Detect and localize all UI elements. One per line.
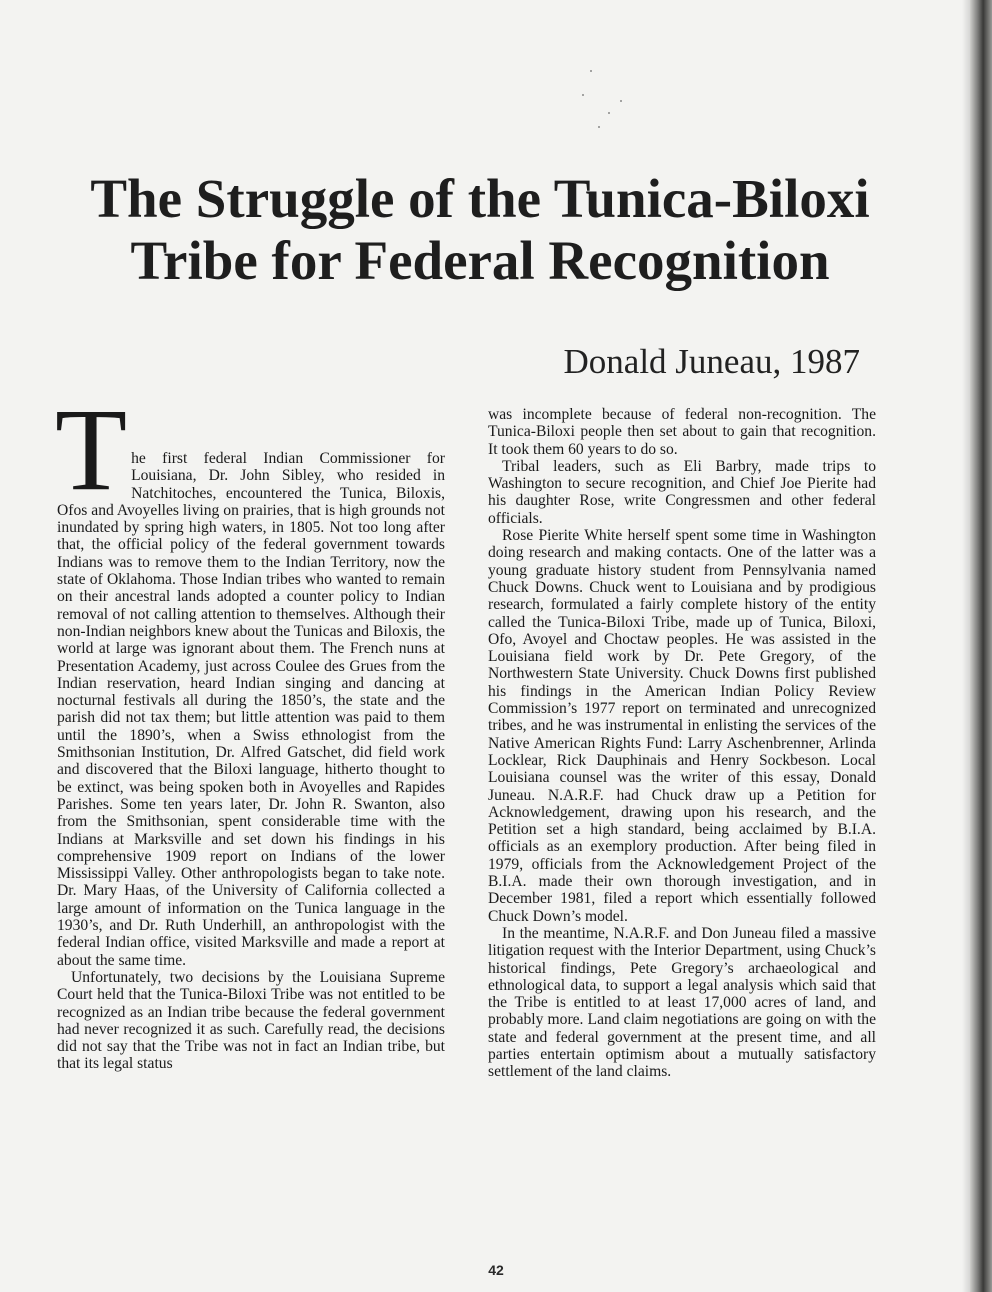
paragraph: he first federal Indian Commissioner for Louisiana, Dr. John Sibley, who resided in Natchitoches, encountered the Tunica, Biloxis, Ofos and Avoyelles living on prairies, that is high grounds not inundated by spring high waters, in 1805. Not too long after that, the official policy of the federal government towards Indians was to remove them to the Indian Territory, now the state of Oklahoma. Those Indian tribes who wanted to remain on their ancestral lands adopted a counter policy to Indian removal of not calling attention to themselves. Although their non-Indian neighbors knew about the Tunicas and Biloxis, the world at large was ignorant about them. The French nuns at Presentation Academy, just across Coulee des Grues from the Indian reservation, heard Indian singing and dancing at nocturnal festivals all during the 1850’s, the state and the parish did not tax them; but little attention was paid to them until the 1890’s, when a Swiss ethnologist from the Smithsonian Institution, Dr. Alfred Gatschet, did field work and discovered that the Biloxi language, hitherto thought to be extinct, was being spoken both in Avoyelles and Rapides Parishes. Some ten years later, Dr. John R. Swanton, also from the Smithsonian, spent considerable time with the Indians at Marksville and set down his findings in his comprehensive 1909 report on Indians of the lower Mississippi Valley. Other anthropologists began to take note. Dr. Mary Haas, of the University of California collected a large amount of information on the Tunica language in the 1930’s, and Dr. Ruth Underhill, an anthropologist with the federal Indian office, visited Marksville and made a report at about the same time. [57, 450, 445, 969]
paragraph: Tribal leaders, such as Eli Barbry, made trips to Washington to secure recognition, and Chief Joe Pierite had his daughter Rose, write Congressmen and other federal officials. [488, 457, 876, 527]
title-line-1: The Struggle of the Tunica-Biloxi [90, 168, 870, 229]
article-title [60, 168, 900, 292]
page-number: 42 [488, 1262, 504, 1278]
binding-edge [970, 0, 992, 1292]
byline: Donald Juneau, 1987 [563, 342, 860, 381]
paragraph: Unfortunately, two decisions by the Louisiana Supreme Court held that the Tunica-Biloxi Tribe was not entitled to be recognized as an Indian tribe because the federal government had never recognized it as such. Carefully read, the decisions did not say that the Tribe was not in fact an Indian tribe, but that its legal status [57, 968, 445, 1073]
right-column [488, 406, 876, 1081]
paragraph: was incomplete because of federal non-recognition. The Tunica-Biloxi people then set about to gain that recognition. It took them 60 years to do so. [488, 406, 876, 458]
paragraph: In the meantime, N.A.R.F. and Don Juneau filed a massive litigation request with the Interior Department, using Chuck’s historical findings, Pete Gregory’s archaeological and ethnological data, to support a legal analysis which said that the Tribe is entitled to at least 17,000 acres of land, and probably more. Land claim negotiations are going on with the state and federal government at the present time, and all parties entertain optimism about a mutually satisfactory settlement of the land claims. [488, 924, 876, 1081]
left-column [55, 384, 445, 1073]
page-edge-shadow [962, 0, 970, 1292]
paragraph: Rose Pierite White herself spent some time in Washington doing research and making contacts. One of the latter was a young graduate history student from Pennsylvania named Chuck Downs. Chuck went to Louisiana and by prodigious research, formulated a fairly complete history of the entity called the Tunica-Biloxi Tribe, made up of Tunica, Biloxi, Ofo, Avoyel and Choctaw peoples. He was assisted in the Louisiana field work by Dr. Pete Gregory, of the Northwestern State University. Chuck Downs first published his findings in the American Indian Policy Review Commission’s 1977 report on terminated and unrecognized tribes, and he was instrumental in enlisting the services of the Native American Rights Fund: Larry Aschenbrenner, Arlinda Locklear, Rick Dauphinais and Henry Sockbeson. Local Louisiana counsel was the writer of this essay, Donald Juneau. N.A.R.F. had Chuck draw up a Petition for Acknowledgement, drawing upon his research, and the Petition set a high standard, being acclaimed by B.I.A. officials as an exemplory production. After being filed in 1979, officials from the Acknowledgement Project of the B.I.A. made their own thorough investigation, and in December 1981, filed a report which essentially followed Chuck Down’s model. [488, 527, 876, 925]
drop-cap: T [55, 384, 128, 515]
scan-specks [560, 60, 650, 140]
title-line-2: Tribe for Federal Recognition [130, 230, 830, 291]
